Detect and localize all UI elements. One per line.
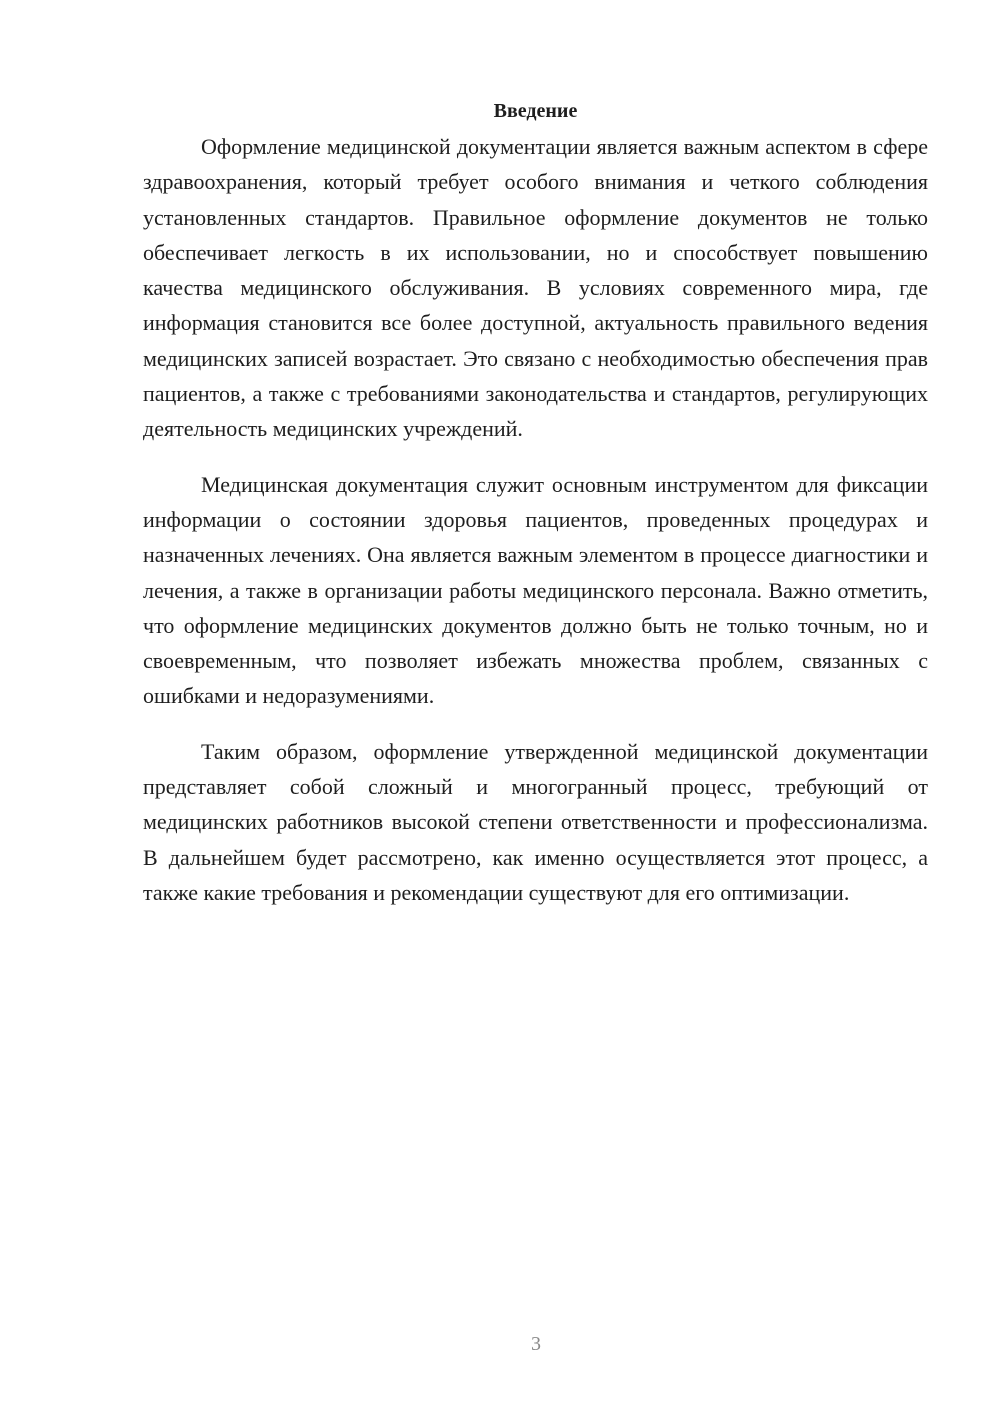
page-content [143, 96, 928, 910]
paragraph-2: Медицинская документация служит основным инструментом для фиксации информации о состоянии здоровья пациентов, проведенных процедурах и назначенных лечениях. Она является важным элементом в процессе диагностики и лечения, а также в организации работы медицинского персонала. Важно отметить, что оформление медицинских документов должно быть не только точным, но и своевременным, что позволяет избежать множества проблем, связанных с ошибками и недоразумениями. [143, 471, 928, 709]
paragraph-1: Оформление медицинской документации является важным аспектом в сфере здравоохранения, который требует особого внимания и четкого соблюдения установленных стандартов. Правильное оформление документов не только обеспечивает легкость в их использовании, но и способствует повышению качества медицинского обслуживания. В условиях современного мира, где информация становится все более доступной, актуальность правильного ведения медицинских записей возрастает. Это связано с необходимостью обеспечения прав пациентов, а также с требованиями законодательства и стандартов, регулирующих деятельность медицинских учреждений. [143, 134, 928, 442]
page-number: 3 [531, 1333, 541, 1355]
section-title: Введение [493, 100, 578, 122]
paragraph-3: Таким образом, оформление утвержденной медицинской документации представляет собой сложный и многогранный процесс, требующий от медицинских работников высокой степени ответственности и профессионализма. В дальнейшем будет рассмотрено, как именно осуществляется этот процесс, а также какие требования и рекомендации существуют для его оптимизации. [143, 738, 928, 905]
